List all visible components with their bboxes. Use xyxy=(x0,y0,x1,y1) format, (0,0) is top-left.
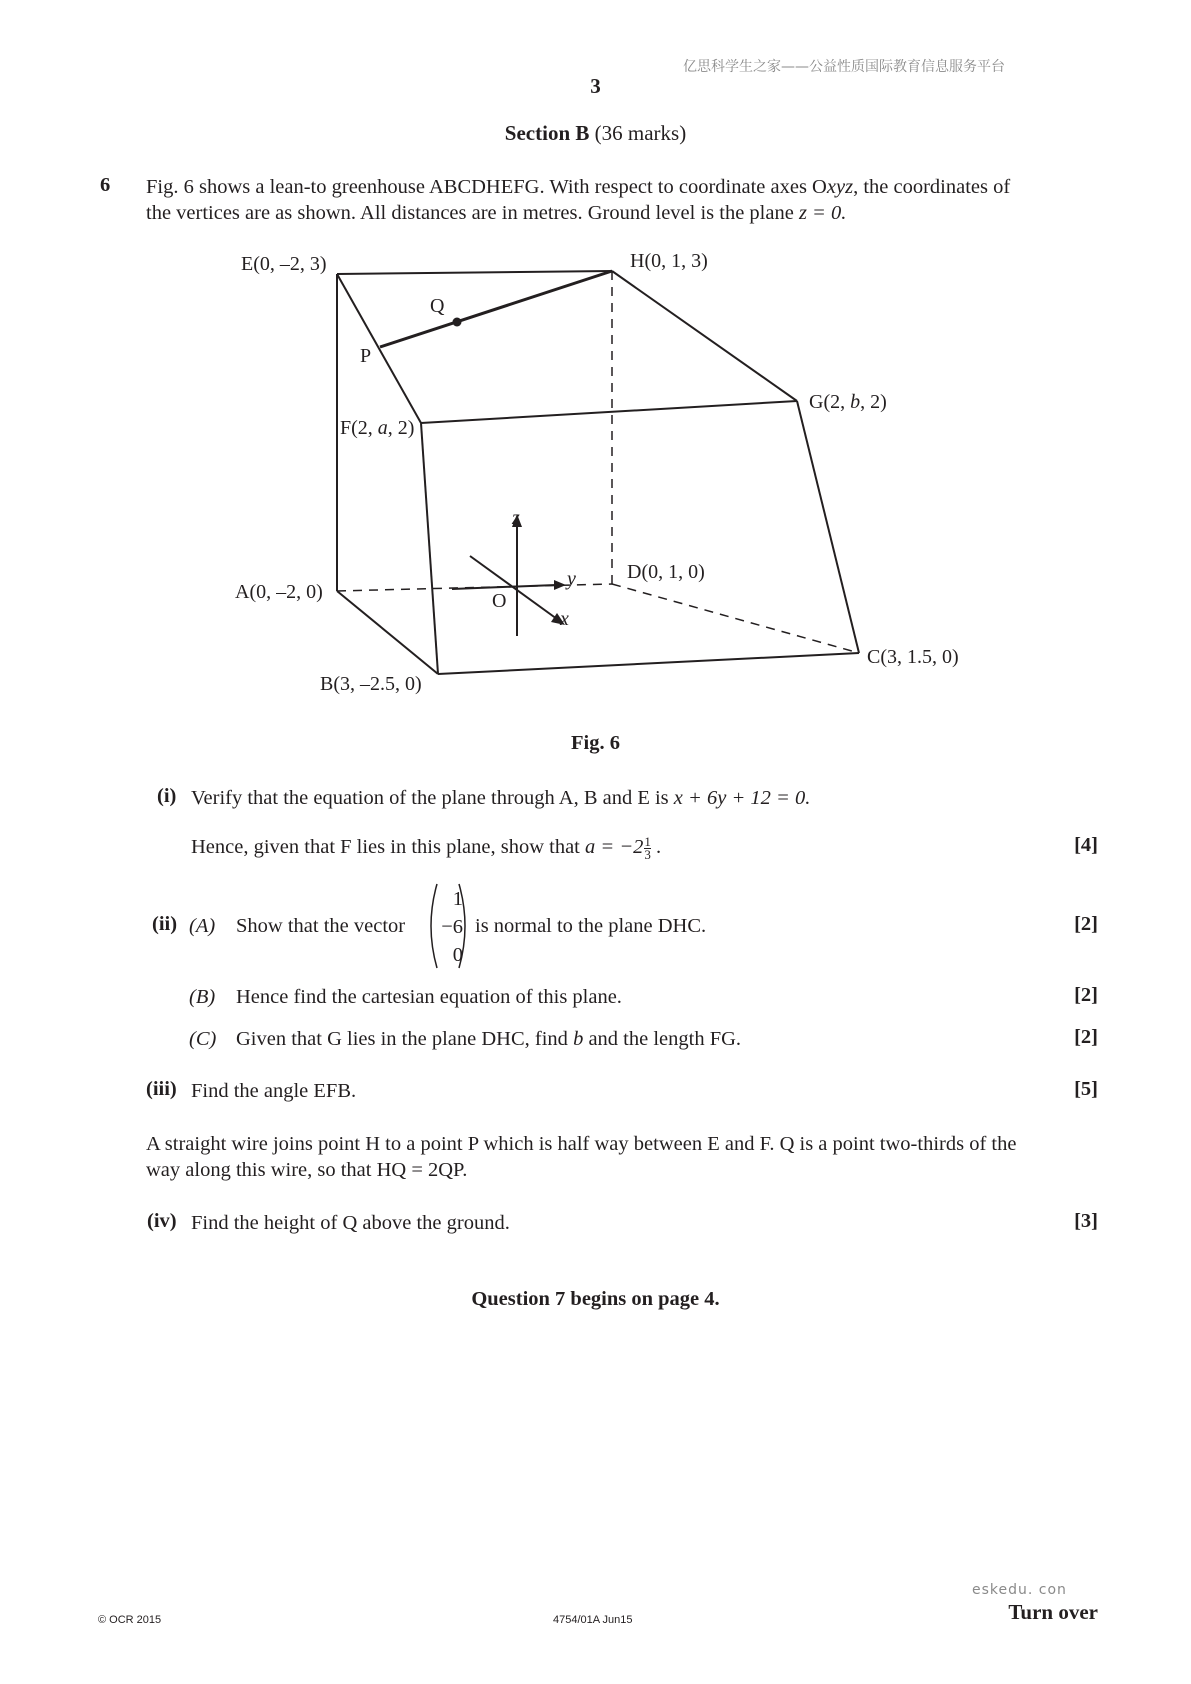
part-iiB-label: (B) xyxy=(189,986,216,1008)
label-axis-z: z xyxy=(512,507,520,529)
footer-site: eskedu. con xyxy=(972,1582,1067,1598)
fraction-numerator: 1 xyxy=(644,833,651,849)
label-O: O xyxy=(492,590,507,612)
wire-paragraph xyxy=(146,1131,1098,1183)
part-iiC-text xyxy=(236,1026,741,1052)
fraction-denominator: 3 xyxy=(644,846,651,862)
part-i-text-1 xyxy=(191,785,810,811)
label-D: D(0, 1, 0) xyxy=(627,561,705,583)
point-Q xyxy=(453,318,462,327)
footer-copyright: © OCR 2015 xyxy=(98,1614,162,1626)
label-H: H(0, 1, 3) xyxy=(630,250,708,272)
intro-xyz: xyz xyxy=(826,176,854,198)
normal-vector xyxy=(433,885,463,969)
part-iii-text: Find the angle EFB. xyxy=(191,1080,357,1102)
label-G xyxy=(809,391,887,413)
label-A: A(0, –2, 0) xyxy=(235,581,323,603)
part-iiA-label-text: (A) xyxy=(189,915,216,937)
edge-FG xyxy=(421,401,797,423)
watermark-text: 亿思科学生之家——公益性质国际教育信息服务平台 xyxy=(683,59,1005,75)
label-E: E(0, –2, 3) xyxy=(241,253,327,275)
page-number: 3 xyxy=(590,74,601,98)
part-iiA-text-2: is normal to the plane DHC. xyxy=(475,915,707,937)
part-i-label: (i) xyxy=(157,785,177,807)
part-iiC-text-1: Given that G lies in the plane DHC, find xyxy=(236,1028,574,1050)
vector-component-1: 1 xyxy=(452,888,463,910)
part-iiC-b: b xyxy=(573,1028,584,1050)
part-iv-marks: [3] xyxy=(1074,1210,1098,1232)
part-i-equation: x + 6y + 12 = 0. xyxy=(673,787,811,809)
edge-DC xyxy=(612,584,859,653)
edge-BC xyxy=(438,653,859,674)
label-F-post: , 2) xyxy=(387,417,415,439)
wire-line-1: A straight wire joins point H to a point P which is half way between E and F. Q is a point two-thirds of the xyxy=(146,1133,1017,1155)
label-G-post: , 2) xyxy=(860,391,887,413)
edge-FB xyxy=(421,423,438,674)
edge-EF xyxy=(337,274,421,423)
part-i-text-2a: Hence, given that F lies in this plane, show that xyxy=(191,836,585,858)
edge-EH xyxy=(337,271,612,274)
footer-code: 4754/01A Jun15 xyxy=(553,1614,633,1626)
part-iv-text: Find the height of Q above the ground. xyxy=(191,1212,510,1234)
edge-AB xyxy=(337,591,438,674)
edge-HG xyxy=(612,271,797,401)
part-iiC-label: (C) xyxy=(189,1028,217,1050)
part-i-a-value: a = −2 xyxy=(584,836,644,858)
greenhouse-figure xyxy=(0,0,1191,760)
y-arrowhead xyxy=(554,580,566,590)
hidden-edges xyxy=(337,271,859,653)
label-G-pre: G(2, xyxy=(809,391,851,413)
label-axis-y: y xyxy=(567,568,576,590)
part-iiA-label xyxy=(189,913,215,939)
section-marks: (36 marks) xyxy=(594,121,687,145)
part-iiB-text: Hence find the cartesian equation of this plane. xyxy=(236,986,622,1008)
intro-text-1a: Fig. 6 shows a lean-to greenhouse ABCDHEFG. With respect to coordinate axes O xyxy=(146,176,827,198)
wire-line-2: way along this wire, so that HQ = 2QP. xyxy=(146,1159,468,1181)
part-ii-label: (ii) xyxy=(152,913,178,935)
wire-PH xyxy=(380,271,612,347)
label-F-pre: F(2, xyxy=(340,417,378,439)
vector-component-3: 0 xyxy=(452,944,463,966)
label-F xyxy=(340,417,414,439)
part-i-marks: [4] xyxy=(1074,834,1098,856)
part-iiC-text-2: and the length FG. xyxy=(583,1028,742,1050)
turn-over: Turn over xyxy=(1008,1600,1098,1624)
figure-caption: Fig. 6 xyxy=(571,732,620,754)
part-iii-marks: [5] xyxy=(1074,1078,1098,1100)
label-P: P xyxy=(360,345,372,367)
intro-text-2: the vertices are as shown. All distances are in metres. Ground level is the plane xyxy=(146,202,799,224)
label-Q: Q xyxy=(430,295,445,317)
part-iiC-marks: [2] xyxy=(1074,1026,1098,1048)
intro-eq: z = 0. xyxy=(798,202,847,224)
next-question-note: Question 7 begins on page 4. xyxy=(471,1288,720,1310)
greenhouse-edges xyxy=(337,271,859,674)
intro-text-1b: , the coordinates of xyxy=(853,176,1011,198)
part-i-text-1a: Verify that the equation of the plane through A, B and E is xyxy=(191,787,674,809)
part-i-text-2 xyxy=(191,834,661,861)
question-number: 6 xyxy=(100,174,111,196)
part-iiB-marks: [2] xyxy=(1074,984,1098,1006)
part-iii-label: (iii) xyxy=(146,1078,177,1100)
part-iiA-text-1: Show that the vector xyxy=(236,915,406,937)
label-G-var: b xyxy=(850,391,861,413)
section-title: Section B xyxy=(504,121,590,145)
label-F-var: a xyxy=(377,417,388,439)
edge-GC xyxy=(797,401,859,653)
part-iv-label: (iv) xyxy=(147,1210,177,1232)
label-C: C(3, 1.5, 0) xyxy=(867,646,959,668)
label-axis-x: x xyxy=(560,608,569,630)
coordinate-axes xyxy=(452,514,566,636)
part-iiA-marks: [2] xyxy=(1074,913,1098,935)
label-B: B(3, –2.5, 0) xyxy=(320,673,422,695)
vector-component-2: −6 xyxy=(441,916,463,938)
part-i-end: . xyxy=(650,836,662,858)
